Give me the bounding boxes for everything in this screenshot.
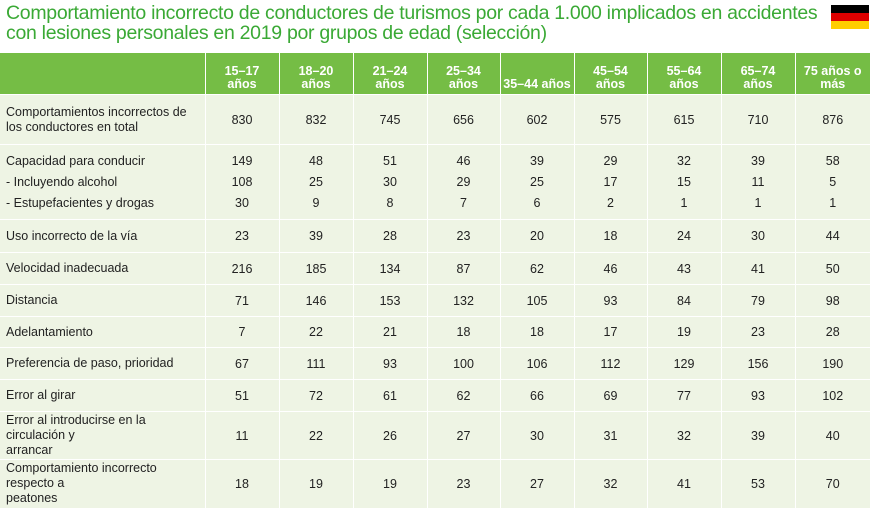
cell-value: 7 xyxy=(428,193,500,214)
table-cell: 28 xyxy=(795,317,870,348)
table-cell: 41 xyxy=(647,460,721,508)
table-cell: 66 xyxy=(500,380,574,412)
table-cell: 30 xyxy=(500,412,574,460)
column-header-top: 18–20 xyxy=(280,65,353,78)
table-cell: 71 xyxy=(205,285,279,317)
table-cell: 156 xyxy=(721,348,795,380)
table-row xyxy=(0,220,870,253)
table-cell: 43 xyxy=(647,253,721,285)
table-cell: 30 xyxy=(721,220,795,253)
table-cell: 185 xyxy=(279,253,353,285)
table-cell: 146 xyxy=(279,285,353,317)
column-header-top: 75 años o xyxy=(796,65,870,78)
table-cell: 18 xyxy=(500,317,574,348)
table-cell: 745 xyxy=(353,95,427,145)
row-label: Distancia xyxy=(0,285,205,317)
column-header-bottom: años xyxy=(428,78,500,91)
flag-stripe-red xyxy=(831,13,869,21)
row-label-line: Capacidad para conducir xyxy=(6,151,205,172)
table-cell: 61 xyxy=(353,380,427,412)
table-cell: 79 xyxy=(721,285,795,317)
table-row xyxy=(0,95,870,145)
table-cell xyxy=(205,145,279,220)
table-cell: 111 xyxy=(279,348,353,380)
table-cell: 105 xyxy=(500,285,574,317)
table-cell: 11 xyxy=(205,412,279,460)
column-header-bottom: años xyxy=(280,78,353,91)
table-cell: 51 xyxy=(205,380,279,412)
table-cell: 134 xyxy=(353,253,427,285)
table-cell: 153 xyxy=(353,285,427,317)
table-cell xyxy=(795,145,870,220)
cell-value: 15 xyxy=(648,172,721,193)
cell-value: 39 xyxy=(501,151,574,172)
cell-value: 25 xyxy=(280,172,353,193)
table-cell: 19 xyxy=(647,317,721,348)
table-row xyxy=(0,285,870,317)
cell-value: 58 xyxy=(796,151,870,172)
table-row xyxy=(0,317,870,348)
cell-value: 108 xyxy=(206,172,279,193)
table-cell: 23 xyxy=(205,220,279,253)
header-corner xyxy=(0,53,205,95)
table-cell xyxy=(721,145,795,220)
cell-value: 1 xyxy=(722,193,795,214)
table-row xyxy=(0,348,870,380)
column-header-bottom: 35–44 años xyxy=(501,78,574,91)
row-label: Adelantamiento xyxy=(0,317,205,348)
table-cell xyxy=(353,145,427,220)
cell-value: 39 xyxy=(722,151,795,172)
table-row xyxy=(0,380,870,412)
table-cell: 39 xyxy=(279,220,353,253)
table-cell: 129 xyxy=(647,348,721,380)
table-cell: 876 xyxy=(795,95,870,145)
table-cell: 24 xyxy=(647,220,721,253)
column-header xyxy=(353,53,427,95)
table-cell xyxy=(574,145,647,220)
table-cell: 67 xyxy=(205,348,279,380)
row-label: Comportamientos incorrectos de los conductores en total xyxy=(0,95,205,145)
table-body xyxy=(0,95,870,508)
cell-value: 51 xyxy=(354,151,427,172)
cell-value: 6 xyxy=(501,193,574,214)
table-cell: 832 xyxy=(279,95,353,145)
table-cell: 602 xyxy=(500,95,574,145)
cell-value: 32 xyxy=(648,151,721,172)
row-label-line: - Incluyendo alcohol xyxy=(6,172,205,193)
table-row xyxy=(0,253,870,285)
table-cell xyxy=(427,145,500,220)
table-row xyxy=(0,412,870,460)
column-header-bottom: más xyxy=(796,78,870,91)
row-label xyxy=(0,145,205,220)
column-header xyxy=(795,53,870,95)
table-cell: 710 xyxy=(721,95,795,145)
cell-value: 1 xyxy=(796,193,870,214)
column-header-bottom: años xyxy=(648,78,721,91)
table-cell: 18 xyxy=(427,317,500,348)
table-cell: 26 xyxy=(353,412,427,460)
table-cell: 27 xyxy=(427,412,500,460)
table-cell: 93 xyxy=(353,348,427,380)
table-cell: 72 xyxy=(279,380,353,412)
table-cell: 62 xyxy=(500,253,574,285)
table-cell: 50 xyxy=(795,253,870,285)
column-header xyxy=(500,53,574,95)
row-label: Preferencia de paso, prioridad xyxy=(0,348,205,380)
table-cell: 656 xyxy=(427,95,500,145)
cell-value: 48 xyxy=(280,151,353,172)
cell-value: 46 xyxy=(428,151,500,172)
cell-value: 17 xyxy=(575,172,647,193)
table-cell: 22 xyxy=(279,317,353,348)
column-header-top: 45–54 xyxy=(575,65,647,78)
table-cell: 7 xyxy=(205,317,279,348)
column-header-top: 15–17 xyxy=(206,65,279,78)
column-header-top: 25–34 xyxy=(428,65,500,78)
cell-value: 2 xyxy=(575,193,647,214)
column-header xyxy=(279,53,353,95)
chart-title xyxy=(6,3,806,43)
row-label: Error al introducirse en la circulación y arrancar xyxy=(0,412,205,460)
cell-value: 30 xyxy=(354,172,427,193)
row-label: Comportamiento incorrecto respecto a peatones xyxy=(0,460,205,508)
table-cell: 102 xyxy=(795,380,870,412)
flag-stripe-black xyxy=(831,5,869,13)
table-cell: 40 xyxy=(795,412,870,460)
row-label: Error al girar xyxy=(0,380,205,412)
table-cell: 98 xyxy=(795,285,870,317)
flag-stripe-gold xyxy=(831,21,869,29)
table-cell: 62 xyxy=(427,380,500,412)
table-cell: 93 xyxy=(574,285,647,317)
column-header xyxy=(574,53,647,95)
data-table xyxy=(0,53,870,508)
row-label-line: - Estupefacientes y drogas xyxy=(6,193,205,214)
table-cell: 20 xyxy=(500,220,574,253)
table-cell: 830 xyxy=(205,95,279,145)
table-cell: 615 xyxy=(647,95,721,145)
table-cell xyxy=(647,145,721,220)
cell-value: 5 xyxy=(796,172,870,193)
cell-value: 11 xyxy=(722,172,795,193)
germany-flag-icon xyxy=(831,5,869,29)
cell-value: 25 xyxy=(501,172,574,193)
table-cell: 23 xyxy=(721,317,795,348)
table-cell: 77 xyxy=(647,380,721,412)
table-cell: 100 xyxy=(427,348,500,380)
cell-value: 1 xyxy=(648,193,721,214)
column-header-bottom: años xyxy=(722,78,795,91)
table-cell: 216 xyxy=(205,253,279,285)
table-cell: 132 xyxy=(427,285,500,317)
chart-title-line-1: Comportamiento incorrecto de conductores de turismos por cada 1.000 implicados en accidentes xyxy=(6,3,806,23)
table-cell: 39 xyxy=(721,412,795,460)
cell-value: 8 xyxy=(354,193,427,214)
table-cell: 23 xyxy=(427,220,500,253)
column-header-bottom: años xyxy=(575,78,647,91)
table-cell: 93 xyxy=(721,380,795,412)
table-cell: 31 xyxy=(574,412,647,460)
table-cell: 106 xyxy=(500,348,574,380)
table-cell: 84 xyxy=(647,285,721,317)
table-cell: 53 xyxy=(721,460,795,508)
cell-value: 9 xyxy=(280,193,353,214)
column-header xyxy=(427,53,500,95)
table-cell: 17 xyxy=(574,317,647,348)
table-cell xyxy=(500,145,574,220)
table-cell: 112 xyxy=(574,348,647,380)
chart-title-line-2: con lesiones personales en 2019 por grupos de edad (selección) xyxy=(6,23,806,43)
table-cell: 69 xyxy=(574,380,647,412)
table-cell: 70 xyxy=(795,460,870,508)
column-header-bottom: años xyxy=(206,78,279,91)
table-cell: 87 xyxy=(427,253,500,285)
column-header-top: 55–64 xyxy=(648,65,721,78)
header-row xyxy=(0,53,870,95)
cell-value: 29 xyxy=(428,172,500,193)
table-cell: 46 xyxy=(574,253,647,285)
table-cell: 21 xyxy=(353,317,427,348)
table-cell: 190 xyxy=(795,348,870,380)
table-cell: 32 xyxy=(574,460,647,508)
table-cell: 19 xyxy=(353,460,427,508)
column-header-top: 65–74 xyxy=(722,65,795,78)
row-label: Velocidad inadecuada xyxy=(0,253,205,285)
table-cell: 18 xyxy=(574,220,647,253)
table-cell xyxy=(279,145,353,220)
cell-value: 30 xyxy=(206,193,279,214)
column-header xyxy=(647,53,721,95)
table-cell: 28 xyxy=(353,220,427,253)
column-header-top: 21–24 xyxy=(354,65,427,78)
table-cell: 18 xyxy=(205,460,279,508)
table-cell: 23 xyxy=(427,460,500,508)
table-cell: 41 xyxy=(721,253,795,285)
table-cell: 19 xyxy=(279,460,353,508)
table-cell: 44 xyxy=(795,220,870,253)
column-header xyxy=(721,53,795,95)
cell-value: 29 xyxy=(575,151,647,172)
table-cell: 27 xyxy=(500,460,574,508)
table-cell: 32 xyxy=(647,412,721,460)
column-header-bottom: años xyxy=(354,78,427,91)
table-row xyxy=(0,460,870,508)
table-cell: 22 xyxy=(279,412,353,460)
column-header xyxy=(205,53,279,95)
table-row xyxy=(0,145,870,220)
cell-value: 149 xyxy=(206,151,279,172)
table-cell: 575 xyxy=(574,95,647,145)
row-label: Uso incorrecto de la vía xyxy=(0,220,205,253)
